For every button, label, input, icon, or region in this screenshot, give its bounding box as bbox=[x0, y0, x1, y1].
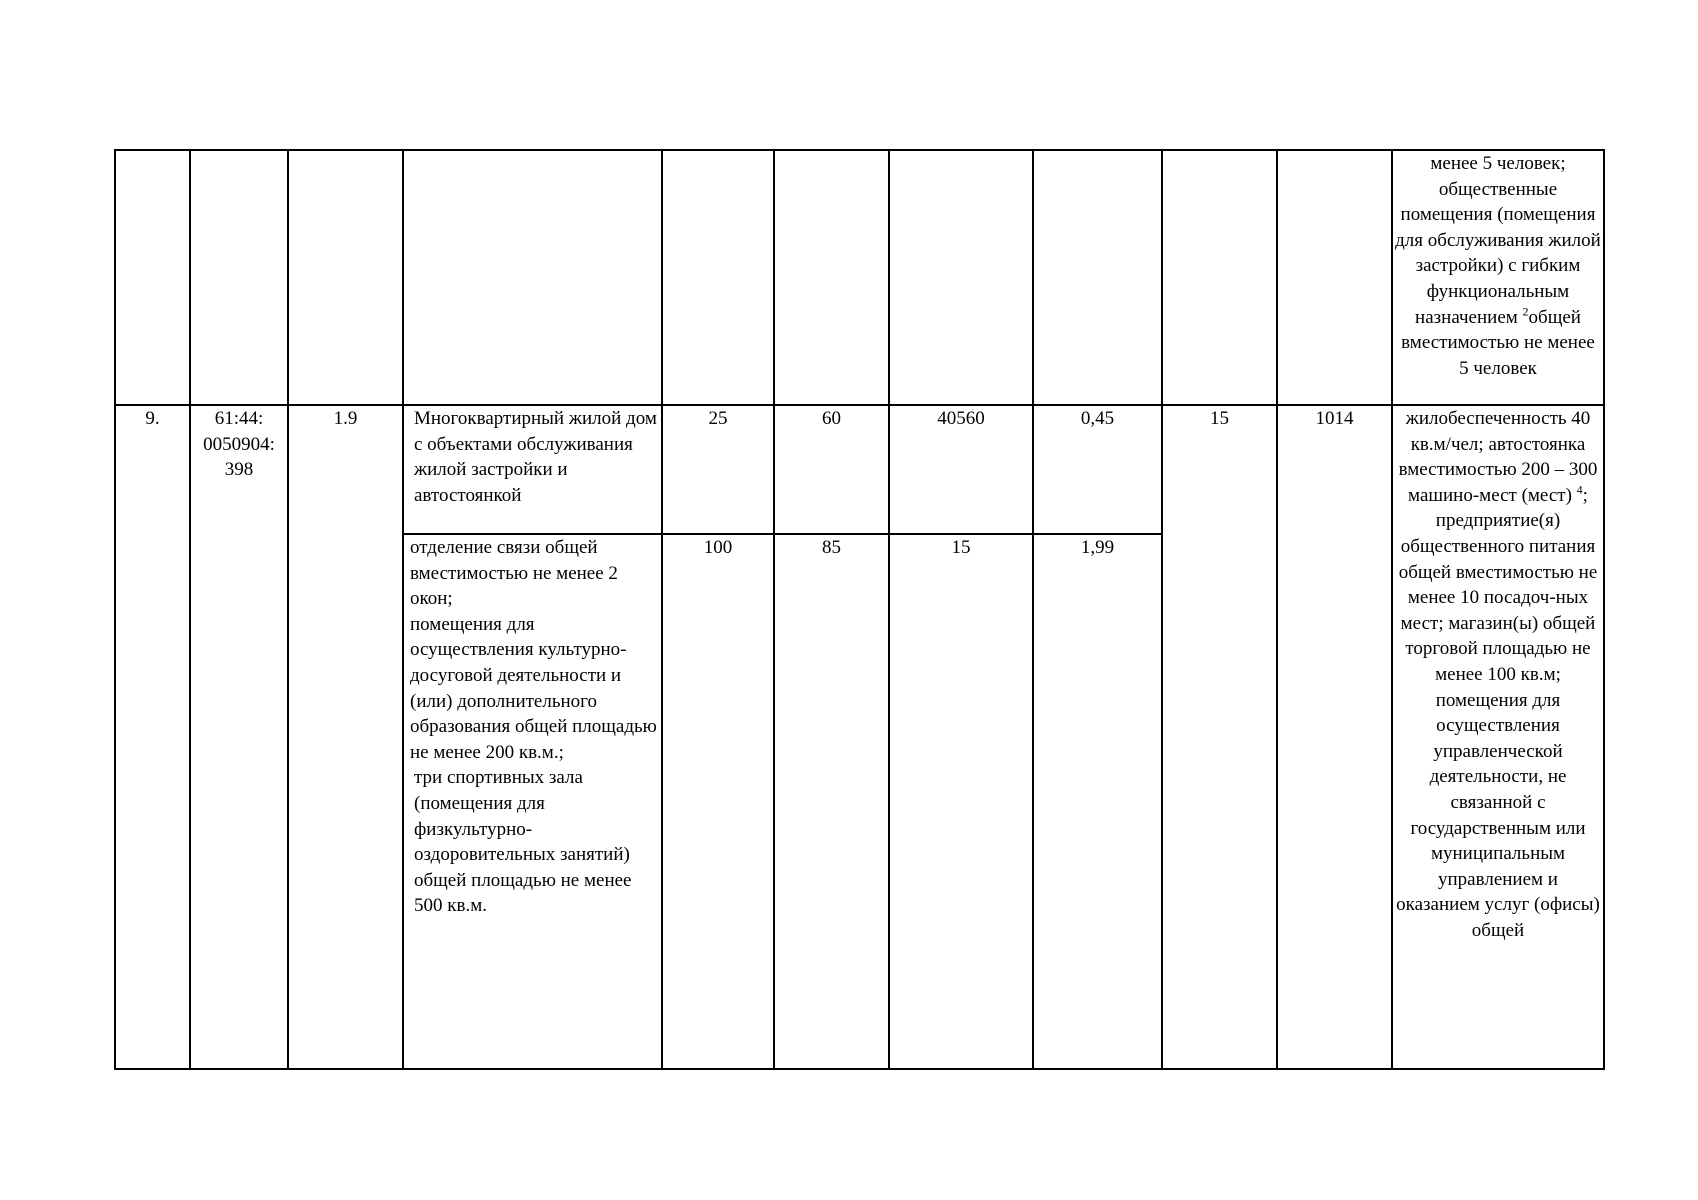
cont-cell-zone bbox=[288, 150, 403, 405]
row9-sub-col7: 15 bbox=[889, 534, 1033, 1069]
row9-sub-desc-line3: три спортивных зала (помещения для физкультурно-оздоровительных занятий) общей площадью не менее 500 кв.м. bbox=[414, 767, 632, 917]
row9-col9: 15 bbox=[1162, 405, 1277, 1069]
cont-notes-tail: общей вместимостью не менее 5 человек bbox=[1401, 306, 1595, 379]
cont-notes-footnote: 2 bbox=[1522, 304, 1529, 319]
row9-num: 9. bbox=[115, 405, 190, 1069]
row9-cadastral: 61:44: 0050904: 398 bbox=[190, 405, 288, 1069]
continuation-row bbox=[115, 150, 1604, 405]
table-row-9 bbox=[115, 405, 1604, 534]
row9-notes-part2: ; предприятие(я) общественного питания общей вместимостью не менее 10 посадоч-ных мест; магазин(ы) общей торговой площадью не менее 100 кв.м; помещения для осуществления управленческой деятельности, не связанной с государственным или муниципальным управлением и оказанием услуг (офисы) общей bbox=[1396, 484, 1600, 941]
cont-cell-notes bbox=[1392, 150, 1604, 405]
row9-sub-desc-line1: отделение связи общей вместимостью не менее 2 окон; bbox=[410, 537, 618, 610]
cont-notes-text: менее 5 человек; общественные помещения (помещения для обслуживания жилой застройки) с гибким функциональным назначением bbox=[1395, 153, 1601, 328]
row9-sub-description bbox=[403, 534, 662, 1069]
cont-cell-col8 bbox=[1033, 150, 1162, 405]
cont-cell-col6 bbox=[774, 150, 889, 405]
row9-col7: 40560 bbox=[889, 405, 1033, 534]
cont-cell-cadastral bbox=[190, 150, 288, 405]
row9-notes bbox=[1392, 405, 1604, 1069]
cont-cell-col10 bbox=[1277, 150, 1392, 405]
row9-sub-col5: 100 bbox=[662, 534, 774, 1069]
row9-sub-col8: 1,99 bbox=[1033, 534, 1162, 1069]
cont-cell-num bbox=[115, 150, 190, 405]
row9-description: Многоквартирный жилой дом с объектами обслуживания жилой застройки и автостоянкой bbox=[403, 405, 662, 534]
row9-col10: 1014 bbox=[1277, 405, 1392, 1069]
cont-cell-col5 bbox=[662, 150, 774, 405]
row9-notes-part1: жилобеспеченность 40 кв.м/чел; автостоянка вместимостью 200 – 300 машино-мест (мест) bbox=[1398, 408, 1598, 506]
cont-cell-col9 bbox=[1162, 150, 1277, 405]
row9-sub-desc-line2: помещения для осуществления культурно-досуговой деятельности и (или) дополнительного образования общей площадью не менее 200 кв.м.; bbox=[410, 613, 657, 763]
row9-col5: 25 bbox=[662, 405, 774, 534]
row9-notes-footnote: 4 bbox=[1576, 482, 1583, 497]
row9-zone: 1.9 bbox=[288, 405, 403, 1069]
row9-col8: 0,45 bbox=[1033, 405, 1162, 534]
cont-cell-col7 bbox=[889, 150, 1033, 405]
row9-sub-col6: 85 bbox=[774, 534, 889, 1069]
cont-cell-description bbox=[403, 150, 662, 405]
zoning-table bbox=[114, 149, 1605, 1070]
row9-col6: 60 bbox=[774, 405, 889, 534]
